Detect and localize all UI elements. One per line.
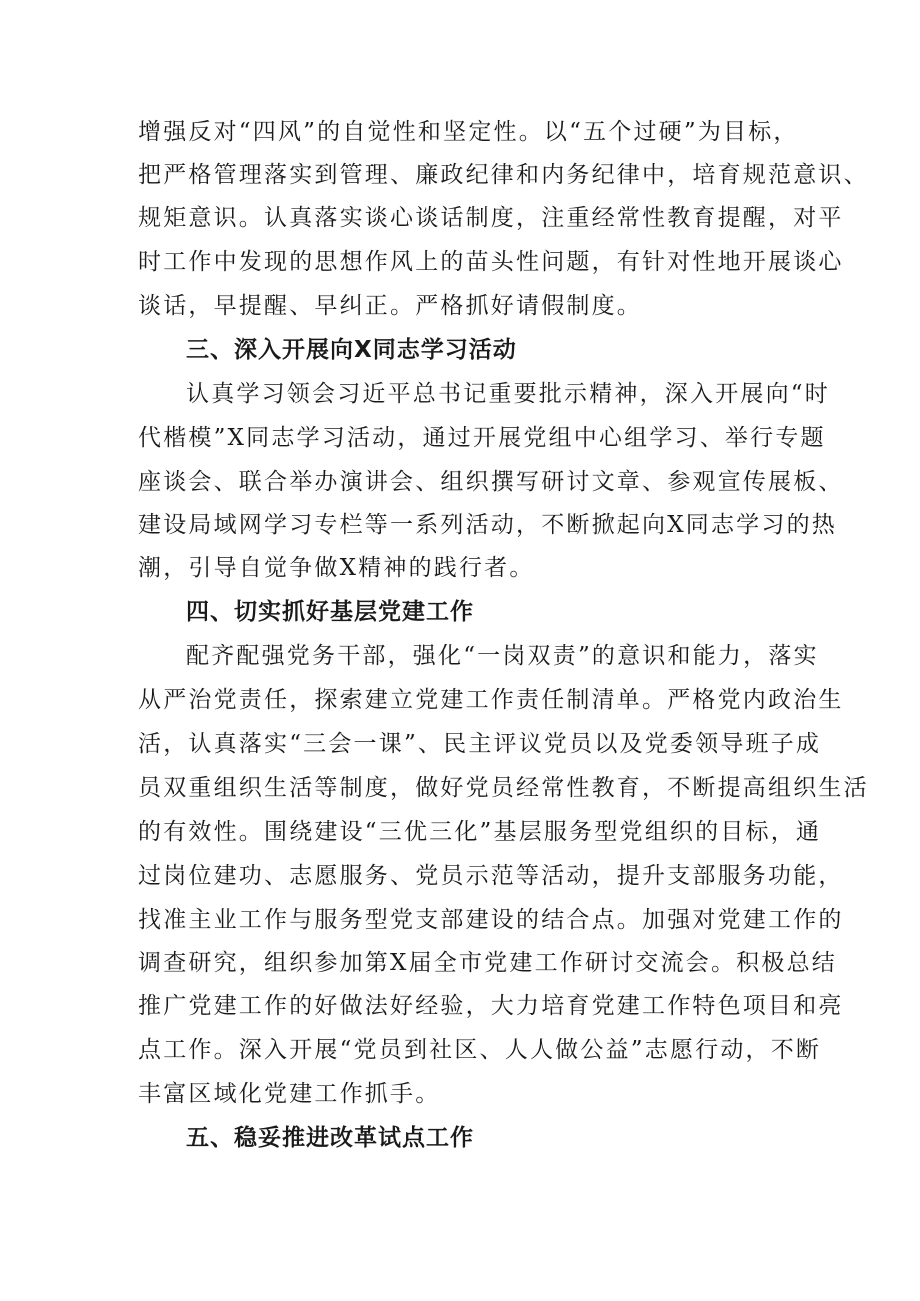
- paragraph-line: 员双重组织生活等制度，做好党员经常性教育，不断提高组织生活: [138, 775, 869, 801]
- paragraph-line: 代楷模”X同志学习活动，通过开展党组中心组学习、举行专题: [138, 425, 826, 451]
- paragraph-line: 丰富区域化党建工作抓手。: [138, 1081, 441, 1107]
- paragraph-line: 过岗位建功、志愿服务、党员示范等活动，提升支部服务功能，: [138, 863, 844, 889]
- paragraph-line: 从严治党责任，探索建立党建工作责任制清单。严格党内政治生: [138, 687, 844, 713]
- paragraph-line: 增强反对“四风”的自觉性和坚定性。以“五个过硬”为目标，: [138, 119, 799, 145]
- paragraph-line: 活，认真落实“三会一课”、民主评议党员以及党委领导班子成: [138, 731, 822, 757]
- section-heading: 三、深入开展向X同志学习活动: [186, 337, 517, 363]
- paragraph-line: 找准主业工作与服务型党支部建设的结合点。加强对党建工作的: [138, 907, 844, 933]
- paragraph-line: 认真学习领会习近平总书记重要批示精神，深入开展向“时: [186, 381, 830, 407]
- paragraph-line: 建设局域网学习专栏等一系列活动，不断掀起向X同志学习的热: [138, 512, 837, 538]
- paragraph-line: 点工作。深入开展“党员到社区、人人做公益”志愿行动，不断: [138, 1037, 822, 1063]
- paragraph-line: 座谈会、联合举办演讲会、组织撰写研讨文章、参观宣传展板、: [138, 469, 844, 495]
- paragraph-line: 配齐配强党务干部，强化“一岗双责”的意识和能力，落实: [186, 643, 819, 669]
- paragraph-line: 时工作中发现的思想作风上的苗头性问题，有针对性地开展谈心: [138, 249, 844, 275]
- paragraph-line: 调查研究，组织参加第X届全市党建工作研讨交流会。积极总结: [138, 950, 837, 976]
- paragraph-line: 把严格管理落实到管理、廉政纪律和内务纪律中，培育规范意识、: [138, 162, 869, 188]
- paragraph-line: 的有效性。围绕建设“三优三化”基层服务型党组织的目标，通: [138, 819, 822, 845]
- section-heading: 五、稳妥推进改革试点工作: [186, 1125, 474, 1151]
- paragraph-line: 谈话，早提醒、早纠正。严格抓好请假制度。: [138, 293, 642, 319]
- paragraph-line: 规矩意识。认真落实谈心谈话制度，注重经常性教育提醒，对平: [138, 205, 844, 231]
- section-heading: 四、切实抓好基层党建工作: [186, 599, 474, 625]
- paragraph-line: 潮，引导自觉争做X精神的践行者。: [138, 555, 535, 581]
- paragraph-line: 推广党建工作的好做法好经验，大力培育党建工作特色项目和亮: [138, 993, 844, 1019]
